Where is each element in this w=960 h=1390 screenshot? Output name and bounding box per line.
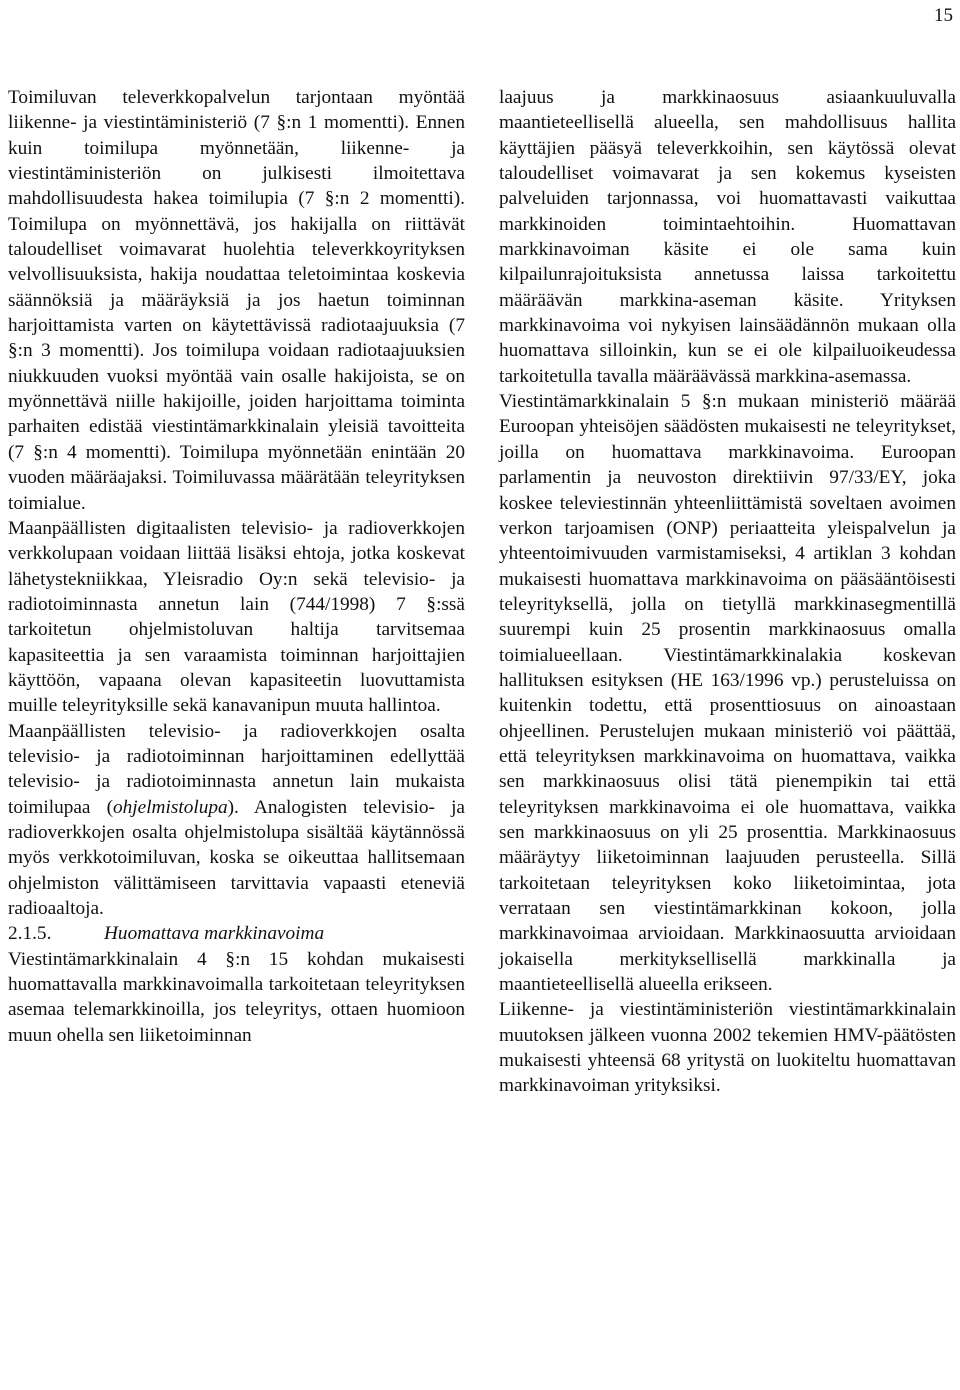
- paragraph-ohjelmistolupa-text-a: Maanpäällisten televisio- ja radioverkkojen osalta televisio- ja radiotoiminnan harjoittaminen edellyttää televisio- ja radiotoiminnasta annetun lain mukaista toimilupaa (: [8, 720, 465, 818]
- section-title: Huomattava markkinavoima: [104, 923, 325, 945]
- paragraph-verkkolupa-ehdot: Maanpäällisten digitaalisten televisio- ja radioverkkojen verkkolupaan voidaan liittää lisäksi ehtoja, jotka koskevat lähetystekniikkaa, Yleisradio Oy:n sekä televisio- ja radiotoiminnasta annetun lain (744/1998) 7 §:ssä tarkoitetun ohjelmistoluvan haltija tarvitsemaa kapasiteettia ja sen varaamista toiminnan harjoittajien käyttöön, vapaana olevan kapasiteetin luovuttamista muille teleyrityksille sekä kanavanipun muuta hallintoa.: [8, 517, 465, 717]
- paragraph-markkinavoima-maaraaminen: Viestintämarkkinalain 5 §:n mukaan ministeriö määrää Euroopan yhteisöjen säädösten mukaisesti ne teleyritykset, joilla on huomattava markkinavoima. Euroopan parlamentin ja neuvoston direktiivin 97/33/EY, joka koskee televiestinnän yhteenliittämistä soveltaen avoimen verkon tarjoamisen (ONP) periaatteita yleispalvelun ja yhteentoimivuuden varmistamiseksi, 4 artiklan 3 kohdan mukaisesti huomattava markkinavoima on pääsääntöisesti teleyrityksellä, jolla on tietyllä markkinasegmentillä suurempi kuin 25 prosentin markkinaosuus omalla toimialueellaan. Viestintämarkkinalakia koskevan hallituksen esityksen (HE 163/1996 vp.) perusteluissa on kuitenkin todettu, että prosenttiosuus on ainoastaan ohjeellinen. Perustelujen mukaan ministeriö voi päättää, että teleyrityksen markkinavoima on huomattava, vaikka sen markkinaosuus olisi tätä pienempikin tai että teleyrityksen markkinavoima ei ole huomattava, vaikka sen markkinaosuus on yli 25 prosenttia. Markkinaosuus määräytyy liiketoiminnan laajuuden perusteella. Sillä tarkoitetaan teleyrityksen koko liiketoimintaa, jota verrataan sen viestintämarkkinan kokoon, jolla markkinavoimaa arvioidaan. Markkinaosuutta arvioidaan jokaisella merkityksellisellä markkinalla ja maantieteellisellä alueella erikseen.: [499, 391, 956, 996]
- left-column: [8, 85, 465, 1048]
- paragraph-markkinavoima-kasite: laajuus ja markkinaosuus asiaankuuluvalla maantieteellisellä alueella, sen mahdollisuus hallita käyttäjien pääsyä televerkkoihin, sen käytössä olevat taloudelliset voimavarat ja sen kokemus kyseisten palveluiden tarjonnassa, voi huomattavasti vaikuttaa markkinoiden toimintaehtoihin. Huomattavan markkinavoiman käsite ei ole sama kuin kilpailunrajoituksista annetussa laissa tarkoitettu määräävän markkina-aseman käsite. Yrityksen markkinavoima voi nykyisen lainsäädännön mukaan olla huomattava silloinkin, kun se ei ole kilpailuoikeudessa tarkoitetulla tavalla määräävässä markkina-asemassa.: [499, 87, 956, 387]
- page-number: 15: [934, 5, 953, 26]
- section-heading: [8, 921, 465, 946]
- paragraph-ohjelmistolupa: [8, 719, 465, 922]
- paragraph-huomattava-markkinavoima: Viestintämarkkinalain 4 §:n 15 kohdan mukaisesti huomattavalla markkinavoimalla tarkoitetaan teleyrityksen asemaa telemarkkinoilla, jos teleyritys, ottaen huomioon muun ohella sen liiketoiminnan: [8, 948, 465, 1046]
- paragraph-hmv-paatokset: Liikenne- ja viestintäministeriön viestintämarkkinalain muutoksen jälkeen vuonna 2002 tekemien HMV-päätösten mukaisesti yhteensä 68 yritystä on luokiteltu huomattavan markkinavoiman yrityksiksi.: [499, 999, 956, 1097]
- section-number: 2.1.5.: [8, 923, 52, 945]
- right-column: [499, 85, 956, 1099]
- paragraph-toimilupa: Toimiluvan televerkkopalvelun tarjontaan myöntää liikenne- ja viestintäministeriö (7 §:n 1 momentti). Ennen kuin toimilupa myönnetään, liikenne- ja viestintäministeriön on julkisesti ilmoitettava mahdollisuudesta hakea toimilupia (7 §:n 2 momentti). Toimilupa on myönnettävä, jos hakijalla on riittävät taloudelliset voimavarat huolehtia televerkkoyrityksen velvollisuuksista, hakija noudattaa teletoimintaa koskevia säännöksiä ja määräyksiä ja jos haetun toiminnan harjoittamista varten on käytettävissä radiotaajuuksia (7 §:n 3 momentti). Jos toimilupa voidaan radiotaajuuksien niukkuuden vuoksi myöntää vain osalle hakijoista, se on myönnettävä niille hakijoille, joiden harjoittama toiminta parhaiten edistää viestintämarkkinalain yleisiä tavoitteita (7 §:n 4 momentti). Toimilupa myönnetään enintään 20 vuoden määräajaksi. Toimiluvassa määrätään teleyrityksen toimialue.: [8, 87, 465, 514]
- ohjelmistolupa-term: ohjelmistolupa: [113, 796, 228, 818]
- paragraph-ohjelmistolupa-text-b: ). Analogisten televisio- ja radioverkkojen osalta ohjelmistolupa sisältää käytännössä myös verkkotoimiluvan, koska se oikeuttaa hallitsemaan ohjelmiston välittämiseen tarvittavia vapaasti eteneviä radioaaltoja.: [8, 796, 465, 919]
